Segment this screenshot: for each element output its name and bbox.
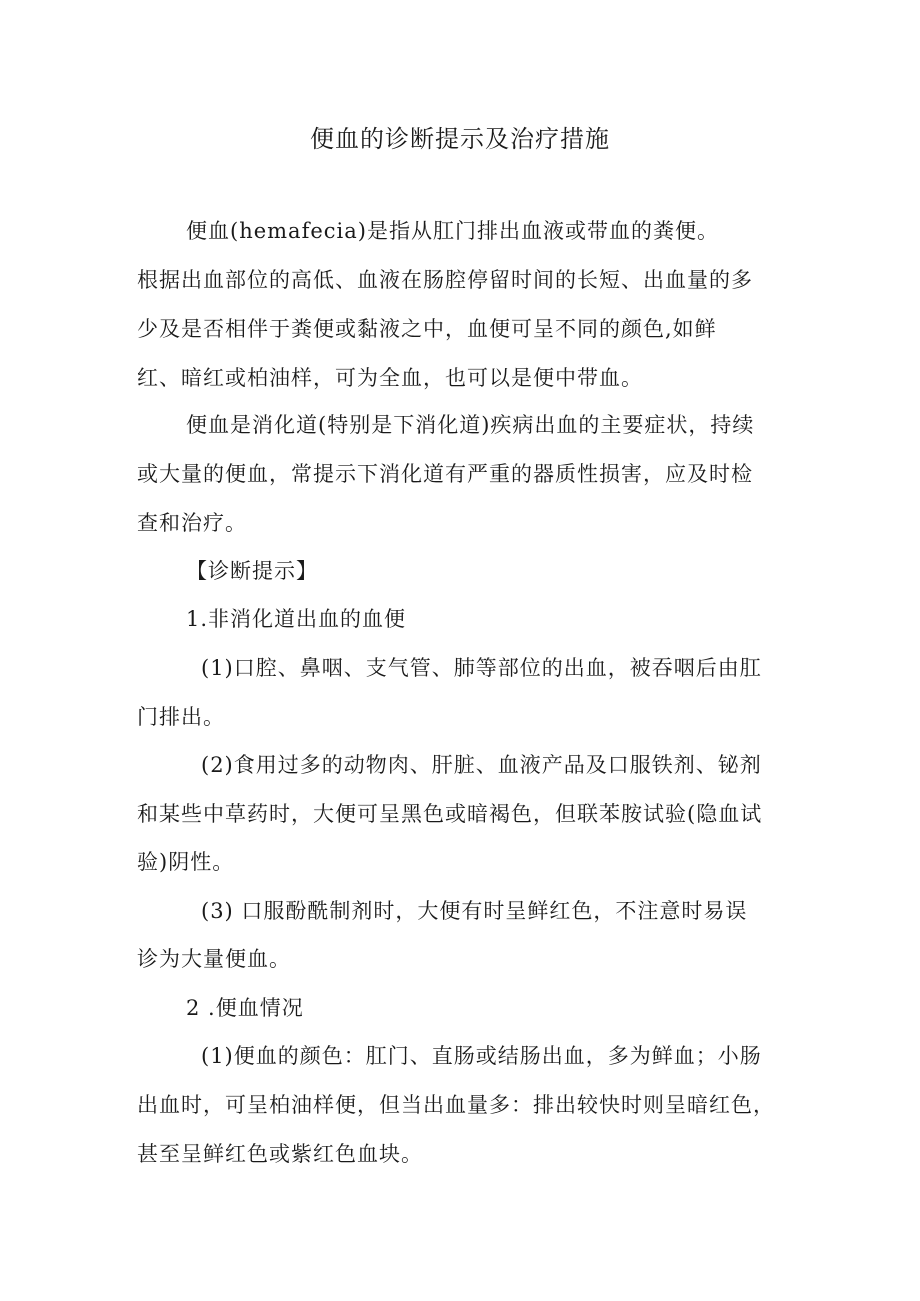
subsection-heading: 2 .便血情况 xyxy=(186,996,304,1020)
paragraph-line: 便血(hemafecia)是指从肛门排出血液或带血的粪便。 xyxy=(186,219,719,243)
document-title: 便血的诊断提示及治疗措施 xyxy=(310,125,610,153)
paragraph-line: 查和治疗。 xyxy=(137,511,247,535)
list-item: (1)口腔、鼻咽、支气管、肺等部位的出血，被吞咽后由肛 xyxy=(201,656,762,680)
list-item: (3) 口服酚酰制剂时，大便有时呈鲜红色，不注意时易误 xyxy=(201,899,748,923)
paragraph-line: 便血是消化道(特别是下消化道)疾病出血的主要症状，持续 xyxy=(186,413,755,437)
paragraph-line: 根据出血部位的高低、血液在肠腔停留时间的长短、出血量的多 xyxy=(137,268,753,292)
paragraph-line: 门排出。 xyxy=(137,705,225,729)
paragraph-line: 和某些中草药时，大便可呈黑色或暗褐色，但联苯胺试验(隐血试 xyxy=(137,802,763,826)
list-item: (2)食用过多的动物肉、肝脏、血液产品及口服铁剂、铋剂 xyxy=(201,753,762,777)
paragraph-line: 出血时，可呈柏油样便，但当出血量多：排出较快时则呈暗红色， xyxy=(137,1093,775,1117)
paragraph-line: 甚至呈鲜红色或紫红色血块。 xyxy=(137,1142,423,1166)
subsection-heading: 1.非消化道出血的血便 xyxy=(186,607,407,631)
paragraph-line: 少及是否相伴于粪便或黏液之中，血便可呈不同的颜色,如鲜 xyxy=(137,317,717,341)
list-item: (1)便血的颜色：肛门、直肠或结肠出血，多为鲜血；小肠 xyxy=(201,1044,762,1068)
paragraph-line: 验)阴性。 xyxy=(137,850,235,874)
paragraph-line: 红、暗红或柏油样，可为全血，也可以是便中带血。 xyxy=(137,366,643,390)
section-heading: 【诊断提示】 xyxy=(186,559,318,583)
paragraph-line: 或大量的便血，常提示下消化道有严重的器质性损害，应及时检 xyxy=(137,462,753,486)
paragraph-line: 诊为大量便血。 xyxy=(137,947,291,971)
